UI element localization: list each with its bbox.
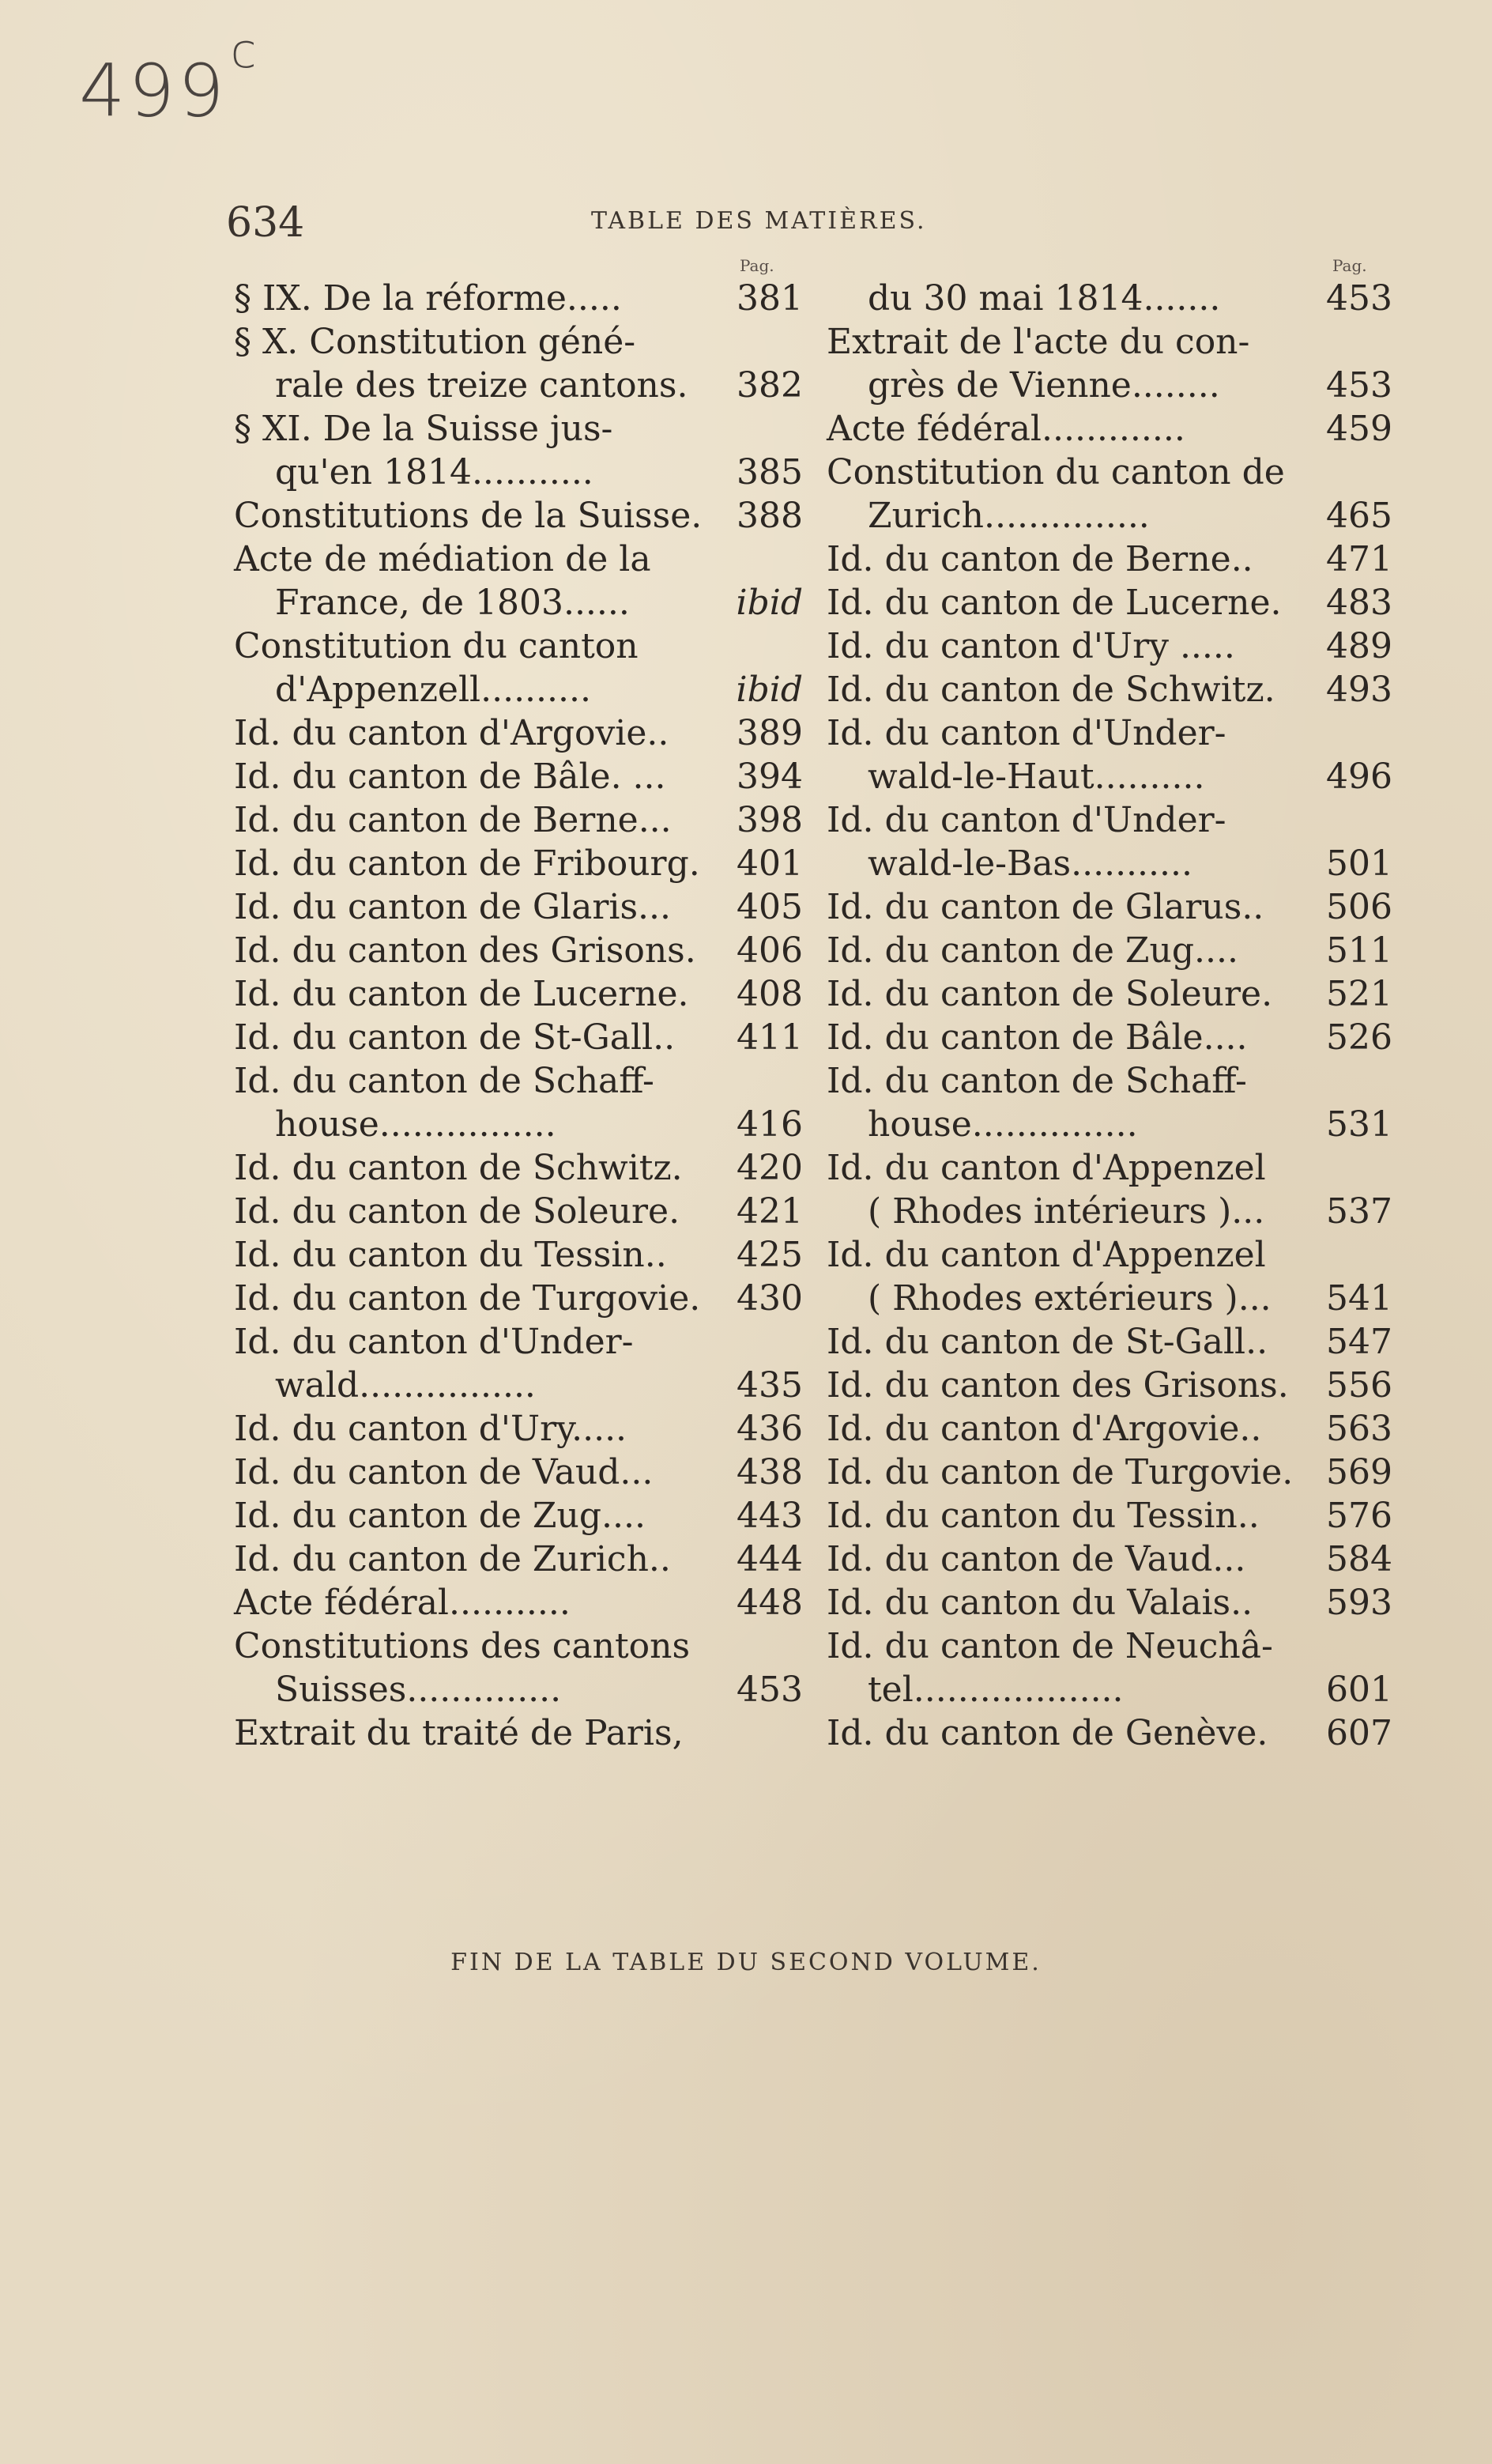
toc-entry-text: Id. du canton de Glarus.. [827,887,1264,927]
toc-entry [827,320,1392,364]
toc-entry [234,842,803,885]
toc-entry-text: Id. du canton d'Appenzel [827,1235,1266,1275]
toc-entry [827,581,1392,624]
toc-entry-text: Id. du canton de Genève. [827,1713,1268,1753]
toc-entry [234,1190,803,1233]
toc-entry [827,451,1392,494]
toc-entry-text: Id. du canton d'Under- [827,713,1226,753]
toc-entry-text: Id. du canton d'Argovie.. [234,713,669,753]
toc-entry-page: 382 [737,365,803,406]
toc-entry [827,364,1392,407]
toc-entry-text: Constitutions de la Suisse. [234,496,703,536]
toc-entry-page: 444 [737,1539,803,1579]
toc-entry-text: Id. du canton d'Ury..... [234,1409,627,1449]
toc-entry [234,494,803,538]
toc-entry-text: Id. du canton de Zurich.. [234,1539,671,1579]
running-title: TABLE DES MATIÈRES. [591,207,927,235]
toc-entry-text: grès de Vienne........ [868,365,1220,406]
toc-entry [234,755,803,798]
toc-entry-text: Acte de médiation de la [234,539,651,579]
toc-entry-text: Constitutions des cantons [234,1626,691,1666]
toc-entry [827,1711,1392,1755]
toc-entry [827,494,1392,538]
toc-entry-text: Id. du canton d'Appenzel [827,1148,1266,1188]
toc-entry [234,1103,803,1146]
toc-entry-text: Zurich............... [868,496,1150,536]
toc-entry [234,624,803,668]
toc-entry-page: 381 [737,278,803,319]
toc-entry-page: 465 [1326,496,1392,536]
toc-entry [234,1538,803,1581]
toc-entry-text: d'Appenzell.......... [275,670,591,710]
toc-entry-page: 448 [737,1583,803,1623]
toc-entry [827,798,1392,842]
toc-entry-page: 607 [1326,1713,1392,1753]
toc-entry-text: Id. du canton des Grisons. [234,930,696,971]
toc-entry-text: Id. du canton du Valais.. [827,1583,1253,1623]
toc-entry-page: 438 [737,1452,803,1492]
toc-entry [827,1146,1392,1190]
toc-entry-page: 401 [737,843,803,884]
toc-entry-page: 416 [737,1104,803,1145]
toc-entry-page: 511 [1326,930,1392,971]
toc-entry [827,1407,1392,1451]
toc-entry-page: 436 [737,1409,803,1449]
toc-entry-page: 531 [1326,1104,1392,1145]
toc-entry-text: Id. du canton de Bâle.... [827,1017,1248,1058]
toc-entry [234,798,803,842]
end-of-table-note: FIN DE LA TABLE DU SECOND VOLUME. [450,1949,1042,1976]
toc-entry-page: 506 [1326,887,1392,927]
toc-entry-text: Suisses.............. [275,1670,562,1710]
toc-entry-text: Id. du canton de Schwitz. [234,1148,683,1188]
toc-entry [827,929,1392,972]
toc-entry-page: 411 [737,1017,803,1058]
toc-entry-text: Constitution du canton [234,626,639,666]
toc-entry [827,407,1392,451]
toc-entry-text: Constitution du canton de [827,452,1285,492]
toc-entry-page: 385 [737,452,803,492]
toc-entry-page: 435 [737,1365,803,1406]
toc-entry [827,1190,1392,1233]
toc-entry [234,364,803,407]
toc-entry [234,668,803,711]
toc-entry [827,1668,1392,1711]
toc-entry [827,1059,1392,1103]
toc-entry-text: § XI. De la Suisse jus- [234,409,613,449]
toc-entry [827,755,1392,798]
toc-entry-text: Id. du canton de Lucerne. [827,583,1282,623]
toc-entry-page: 453 [1326,365,1392,406]
toc-entry [234,1146,803,1190]
toc-entry-text: Id. du canton de Schaff- [234,1061,654,1101]
toc-entry [827,1016,1392,1059]
toc-entry-page: 405 [737,887,803,927]
toc-entry-text: Id. du canton d'Ury ..... [827,626,1235,666]
toc-entry [827,538,1392,581]
toc-entry-page: 537 [1326,1191,1392,1232]
toc-entry-text: Id. du canton de Zug.... [234,1496,646,1536]
toc-entry [234,1624,803,1668]
toc-entry [234,1364,803,1407]
toc-entry-text: tel................... [868,1670,1124,1710]
toc-entry-page: 501 [1326,843,1392,884]
toc-entry-text: Id. du canton de Zug.... [827,930,1238,971]
toc-entry-page: 547 [1326,1322,1392,1362]
toc-entry-page: 576 [1326,1496,1392,1536]
toc-entry-page: 425 [737,1235,803,1275]
toc-entry-text: § X. Constitution géné- [234,322,636,362]
toc-entry [234,451,803,494]
toc-entry [234,1059,803,1103]
toc-entry-text: Id. du canton du Tessin.. [827,1496,1260,1536]
toc-entry [234,1494,803,1538]
toc-entry-text: wald-le-Bas........... [868,843,1192,884]
toc-entry-page: 593 [1326,1583,1392,1623]
toc-entry-text: rale des treize cantons. [275,365,688,406]
toc-entry-page: 526 [1326,1017,1392,1058]
toc-entry-page: 421 [737,1191,803,1232]
toc-entry-page: 394 [737,757,803,797]
toc-left-column [234,277,803,1755]
toc-entry-text: Acte fédéral............. [827,409,1185,449]
toc-entry [827,1320,1392,1364]
toc-entry [827,1233,1392,1277]
toc-entry [827,1277,1392,1320]
toc-entry-text: Extrait de l'acte du con- [827,322,1250,362]
toc-entry [827,277,1392,320]
toc-entry-text: France, de 1803...... [275,583,630,623]
toc-entry-text: Id. du canton d'Under- [234,1322,634,1362]
toc-entry [827,668,1392,711]
toc-entry-page: 406 [737,930,803,971]
toc-entry [234,1320,803,1364]
toc-entry-page: 483 [1326,583,1392,623]
toc-entry [234,277,803,320]
toc-entry [234,1016,803,1059]
toc-entry-text: qu'en 1814........... [275,452,593,492]
toc-entry [827,842,1392,885]
toc-entry-text: wald-le-Haut.......... [868,757,1205,797]
toc-entry-text: Id. du canton de Glaris... [234,887,672,927]
toc-entry [827,885,1392,929]
toc-entry-text: Id. du canton des Grisons. [827,1365,1289,1406]
toc-entry-page: ibid [736,583,803,623]
toc-entry-text: Id. du canton de Berne... [234,800,672,840]
toc-entry-page: 389 [737,713,803,753]
toc-entry-text: Id. du canton du Tessin.. [234,1235,667,1275]
toc-entry-page: 569 [1326,1452,1392,1492]
toc-entry [827,1581,1392,1624]
toc-entry [234,1407,803,1451]
toc-entry-text: Id. du canton de Vaud... [827,1539,1246,1579]
toc-entry [234,538,803,581]
toc-entry-page: 388 [737,496,803,536]
toc-entry-text: Id. du canton de Soleure. [234,1191,680,1232]
toc-entry-text: Extrait du traité de Paris, [234,1713,684,1753]
toc-entry-text: Id. du canton de St-Gall.. [234,1017,676,1058]
toc-entry-page: 556 [1326,1365,1392,1406]
toc-entry [234,581,803,624]
toc-entry-text: du 30 mai 1814....... [868,278,1221,319]
toc-entry [234,972,803,1016]
toc-entry-text: house................ [275,1104,556,1145]
toc-entry [234,320,803,364]
toc-entry-text: Id. du canton de Turgovie. [234,1278,701,1319]
toc-entry-page: 453 [737,1670,803,1710]
toc-entry-page: ibid [736,670,803,710]
toc-entry [234,407,803,451]
toc-entry [827,972,1392,1016]
toc-entry-page: 453 [1326,278,1392,319]
toc-entry [234,1668,803,1711]
toc-entry-text: § IX. De la réforme..... [234,278,622,319]
toc-entry-text: Id. du canton de Soleure. [827,974,1273,1014]
toc-entry-text: Id. du canton d'Argovie.. [827,1409,1262,1449]
toc-entry [827,1451,1392,1494]
toc-entry-text: Id. du canton de Vaud... [234,1452,654,1492]
toc-entry [234,1451,803,1494]
toc-entry-text: Id. du canton d'Under- [827,800,1226,840]
toc-entry [827,1494,1392,1538]
toc-entry [827,1364,1392,1407]
toc-entry-text: house............... [868,1104,1138,1145]
pag-label-right: Pag. [1332,256,1367,275]
toc-entry-text: Id. du canton de Lucerne. [234,974,689,1014]
toc-entry-page: 398 [737,800,803,840]
toc-entry-page: 459 [1326,409,1392,449]
toc-entry-page: 541 [1326,1278,1392,1319]
toc-entry-text: Id. du canton de Neuchâ- [827,1626,1273,1666]
toc-entry-page: 584 [1326,1539,1392,1579]
toc-entry-text: Id. du canton de Turgovie. [827,1452,1294,1492]
toc-entry [234,1233,803,1277]
toc-entry [827,1624,1392,1668]
page-number: 634 [226,199,305,247]
toc-entry-page: 496 [1326,757,1392,797]
toc-entry-text: Id. du canton de Bâle. ... [234,757,666,797]
toc-entry [827,1103,1392,1146]
toc-entry-page: 563 [1326,1409,1392,1449]
toc-entry [234,1277,803,1320]
toc-entry [234,711,803,755]
toc-entry-text: Id. du canton de Schwitz. [827,670,1275,710]
toc-entry [234,1581,803,1624]
toc-entry-text: ( Rhodes extérieurs )... [868,1278,1272,1319]
toc-right-column [827,277,1392,1755]
toc-entry-page: 521 [1326,974,1392,1014]
toc-entry-page: 601 [1326,1670,1392,1710]
toc-entry-page: 420 [737,1148,803,1188]
toc-entry [234,929,803,972]
toc-entry-page: 443 [737,1496,803,1536]
pag-label-left: Pag. [740,256,774,275]
toc-entry-page: 493 [1326,670,1392,710]
toc-entry-page: 489 [1326,626,1392,666]
toc-entry-text: wald................ [275,1365,536,1406]
toc-entry-text: ( Rhodes intérieurs )... [868,1191,1265,1232]
toc-entry-text: Acte fédéral........... [234,1583,571,1623]
toc-entry-text: Id. du canton de St-Gall.. [827,1322,1268,1362]
handwritten-shelfmark: 499$^c$ [79,24,260,134]
toc-entry-text: Id. du canton de Fribourg. [234,843,700,884]
toc-entry-page: 430 [737,1278,803,1319]
toc-entry [234,1711,803,1755]
toc-entry [827,624,1392,668]
toc-entry [827,711,1392,755]
toc-entry-page: 408 [737,974,803,1014]
toc-entry-text: Id. du canton de Schaff- [827,1061,1247,1101]
toc-entry [234,885,803,929]
toc-entry-text: Id. du canton de Berne.. [827,539,1253,579]
toc-entry-page: 471 [1326,539,1392,579]
toc-entry [827,1538,1392,1581]
